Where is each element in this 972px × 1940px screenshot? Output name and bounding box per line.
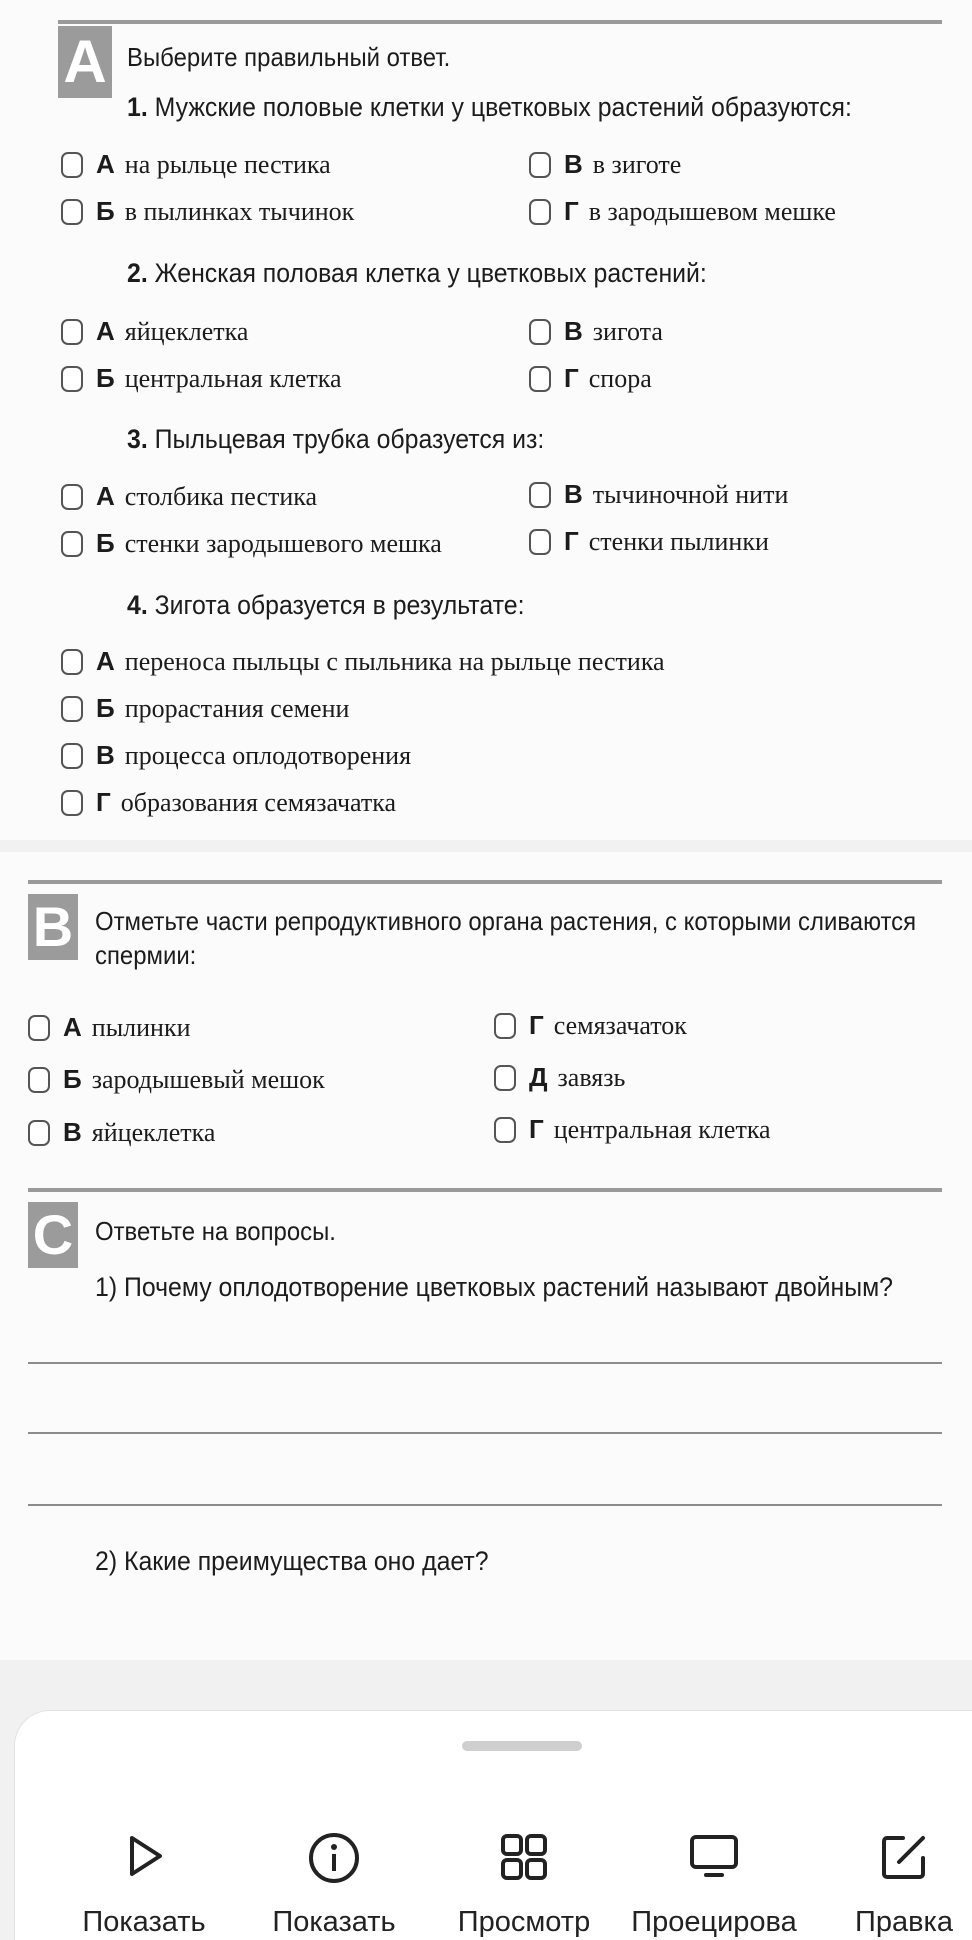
q1-option-b[interactable]: Б в пылинках тычинок [61, 196, 354, 227]
q1-option-v[interactable]: В в зиготе [529, 149, 681, 180]
q2-option-a[interactable]: А яйцеклетка [61, 316, 248, 347]
question-1: 1. Мужские половые клетки у цветковых растений образуются: [127, 92, 852, 122]
section-b-instruction-line2: спермии: [95, 940, 197, 970]
q3-option-g[interactable]: Г стенки пылинки [529, 526, 769, 557]
section-c-letter: C [28, 1202, 78, 1268]
section-a-letter: A [58, 26, 112, 98]
action-label: Проецирова [631, 1906, 797, 1938]
q4-option-v[interactable]: В процесса оплодотворения [61, 740, 411, 771]
section-c-question-1: 1) Почему оплодотворение цветковых растений называют двойным? [95, 1272, 893, 1302]
checkbox[interactable] [529, 199, 551, 225]
checkbox[interactable] [61, 319, 83, 345]
q4-option-a[interactable]: А переноса пыльцы с пыльника на рыльце пестика [61, 646, 665, 677]
q1-option-a[interactable]: А на рыльце пестика [61, 149, 331, 180]
grid-icon [499, 1832, 549, 1887]
checkbox[interactable] [494, 1065, 516, 1091]
section-b-instruction-line1: Отметьте части репродуктивного органа растения, с которыми сливаются [95, 906, 917, 936]
question-4: 4. Зигота образуется в результате: [127, 590, 525, 620]
answer-line-2[interactable] [28, 1432, 942, 1434]
b-option-a[interactable]: А пылинки [28, 1012, 191, 1043]
checkbox[interactable] [61, 199, 83, 225]
checkbox[interactable] [61, 696, 83, 722]
checkbox[interactable] [61, 790, 83, 816]
edit-icon [879, 1832, 929, 1887]
checkbox[interactable] [61, 531, 83, 557]
checkbox[interactable] [61, 366, 83, 392]
q2-option-v[interactable]: В зигота [529, 316, 663, 347]
checkbox[interactable] [494, 1013, 516, 1039]
b-option-g[interactable]: Г семязачаток [494, 1010, 687, 1041]
answer-line-1[interactable] [28, 1362, 942, 1364]
sheet-drag-handle[interactable] [462, 1741, 582, 1751]
checkbox[interactable] [494, 1117, 516, 1143]
checkbox[interactable] [529, 366, 551, 392]
b-option-b[interactable]: Б зародышевый мешок [28, 1064, 325, 1095]
b-option-g2[interactable]: Г центральная клетка [494, 1114, 771, 1145]
q2-option-g[interactable]: Г спора [529, 363, 652, 394]
q3-option-a[interactable]: А столбика пестика [61, 481, 317, 512]
section-a-instruction: Выберите правильный ответ. [127, 42, 451, 72]
q4-option-b[interactable]: Б прорастания семени [61, 693, 349, 724]
section-c-instruction: Ответьте на вопросы. [95, 1216, 336, 1246]
checkbox[interactable] [28, 1067, 50, 1093]
section-b-letter: B [28, 894, 78, 960]
section-a-rule [58, 20, 942, 24]
checkbox[interactable] [529, 529, 551, 555]
checkbox[interactable] [529, 152, 551, 178]
action-label: Просмотр [457, 1906, 591, 1938]
question-2: 2. Женская половая клетка у цветковых растений: [127, 258, 707, 288]
q3-option-b[interactable]: Б стенки зародышевого мешка [61, 528, 442, 559]
checkbox[interactable] [61, 649, 83, 675]
checkbox[interactable] [61, 743, 83, 769]
b-option-v[interactable]: В яйцеклетка [28, 1117, 215, 1148]
section-c-rule [28, 1188, 942, 1192]
monitor-icon [688, 1832, 740, 1887]
answer-line-3[interactable] [28, 1504, 942, 1506]
b-option-d[interactable]: Д завязь [494, 1062, 625, 1093]
play-icon [120, 1832, 168, 1885]
question-3: 3. Пыльцевая трубка образуется из: [127, 424, 545, 454]
checkbox[interactable] [529, 319, 551, 345]
checkbox[interactable] [61, 152, 83, 178]
checkbox[interactable] [28, 1120, 50, 1146]
checkbox[interactable] [529, 482, 551, 508]
worksheet-page-a [0, 0, 972, 840]
action-label: Показать [82, 1906, 206, 1938]
action-label: Показать [272, 1906, 396, 1938]
worksheet-page-b [0, 852, 972, 1660]
q2-option-b[interactable]: Б центральная клетка [61, 363, 342, 394]
q4-option-g[interactable]: Г образования семязачатка [61, 787, 396, 818]
section-b-rule [28, 880, 942, 884]
info-icon [308, 1832, 360, 1889]
checkbox[interactable] [61, 484, 83, 510]
q3-option-v[interactable]: В тычиночной нити [529, 479, 788, 510]
section-c-question-2: 2) Какие преимущества оно дает? [95, 1546, 489, 1576]
action-label: Правка [855, 1906, 953, 1938]
q1-option-g[interactable]: Г в зародышевом мешке [529, 196, 836, 227]
checkbox[interactable] [28, 1015, 50, 1041]
